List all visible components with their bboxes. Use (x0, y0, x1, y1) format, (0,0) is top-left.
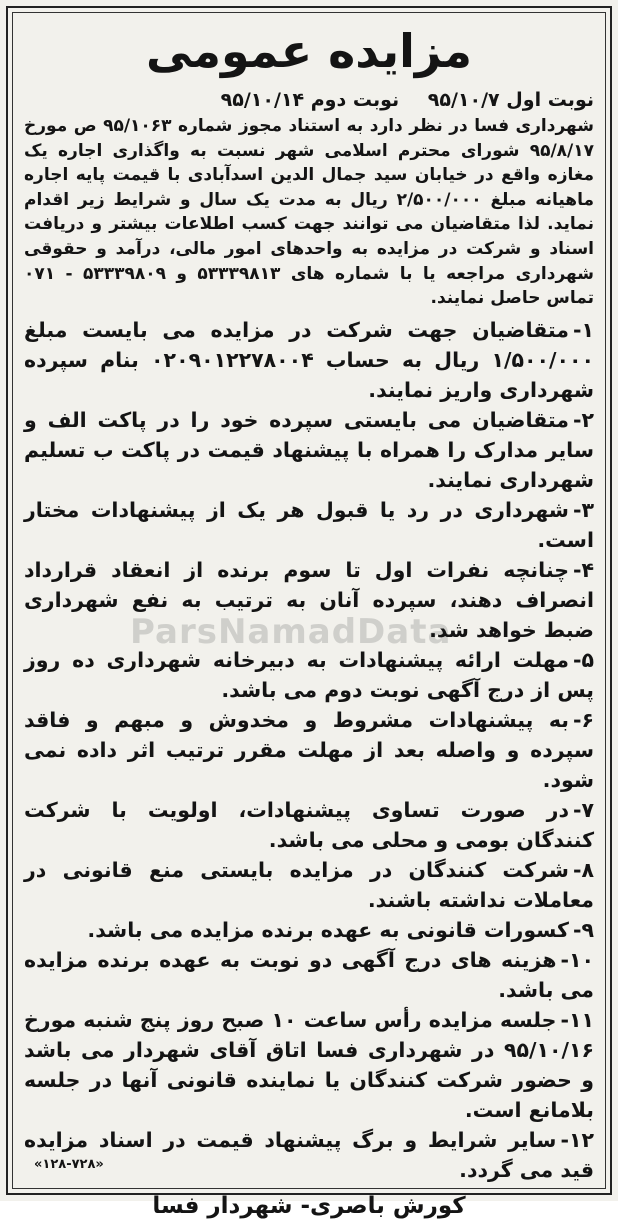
item-number: ۶- (572, 707, 594, 732)
item-text: مهلت ارائه پیشنهادات به دبیرخانه شهرداری ده روز پس از درج آگهی نوبت دوم می باشد. (24, 647, 594, 702)
list-item (24, 495, 594, 555)
page-title: مزایده عمومی (146, 24, 472, 78)
first-round: نوبت اول ۹۵/۱۰/۷ (427, 89, 594, 111)
list-item (24, 1005, 594, 1125)
list-item (24, 405, 594, 495)
watermark: ParsNamadData (130, 612, 452, 652)
item-text: شهرداری در رد یا قبول هر یک از پیشنهادات مختار است. (24, 497, 594, 552)
item-number: ۵- (572, 647, 594, 672)
publication-rounds (24, 88, 594, 112)
list-item (24, 555, 594, 645)
item-number: ۱۱- (560, 1007, 594, 1032)
list-item (24, 645, 594, 705)
list-item (24, 1125, 594, 1185)
item-number: ۱۰- (560, 947, 594, 972)
item-number: ۲- (572, 407, 594, 432)
item-text: متقاضیان جهت شرکت در مزایده می بایست مبلغ ۱/۵۰۰/۰۰۰ ریال به حساب ۰۲۰۹۰۱۲۲۷۸۰۰۴ بنام سپرده شهرداری واریز نمایند. (24, 317, 595, 402)
item-number: ۷- (572, 797, 594, 822)
item-number: ۸- (572, 857, 594, 882)
item-text: در صورت تساوی پیشنهادات، اولویت با شرکت کنندگان بومی و محلی می باشد. (24, 797, 594, 852)
item-text: متقاضیان می بایستی سپرده خود را در پاکت الف و سایر مدارک را همراه با پیشنهاد قیمت در پاکت ب تسلیم شهرداری نمایند. (24, 407, 594, 492)
item-text: جلسه مزایده رأس ساعت ۱۰ صبح روز پنج شنبه مورخ ۹۵/۱۰/۱۶ در شهرداری فسا اتاق آقای شهردار می باشد و حضور شرکت کنندگان یا نماینده قانونی آنها در جلسه بلامانع است. (24, 1007, 594, 1122)
item-number: ۱- (572, 317, 594, 342)
list-item (24, 855, 594, 915)
list-item (24, 915, 594, 945)
signature: کورش باصری- شهردار فسا (152, 1192, 466, 1219)
item-text: به پیشنهادات مشروط و مخدوش و مبهم و فاقد سپرده و واصله بعد از مهلت مقرر ترتیب اثر داده نمی شود. (24, 707, 594, 792)
item-text: کسورات قانونی به عهده برنده مزایده می باشد. (87, 917, 569, 942)
notice-content (24, 20, 594, 1223)
second-round: نوبت دوم ۹۵/۱۰/۱۴ (220, 89, 400, 111)
item-text: چنانچه نفرات اول تا سوم برنده از انعقاد قرارداد انصراف دهند، سپرده آنان به ترتیب به نفع شهرداری ضبط خواهد شد. (24, 557, 594, 642)
item-number: ۱۲- (560, 1127, 594, 1152)
item-number: ۳- (572, 497, 594, 522)
intro-paragraph: شهرداری فسا در نظر دارد به استناد مجوز شماره ۹۵/۱۰۶۳ ص مورخ ۹۵/۸/۱۷ شورای محترم اسلامی شهر نسبت به واگذاری اجاره یک مغازه واقع در خیابان سید جمال الدین اسدآبادی با قیمت پایه اجاره ماهیانه مبلغ ۲/۵۰۰/۰۰۰ ریال به مدت یک سال و شرایط زیر اقدام نماید. لذا متقاضیان می توانند جهت کسب اطلاعات بیشتر و دریافت اسناد و شرکت در مزایده به واحدهای امور مالی، درآمد و حقوقی شهرداری مراجعه یا با شماره های ۵۳۳۳۹۸۱۳ و ۵۳۳۳۹۸۰۹ - ۰۷۱ تماس حاصل نمایند. (24, 116, 594, 309)
item-text: سایر شرایط و برگ پیشنهاد قیمت در اسناد مزایده قید می گردد. (24, 1127, 594, 1182)
item-number: ۴- (572, 557, 594, 582)
list-item (24, 315, 594, 405)
ad-code: «۱۲۸-۷۲۸» (34, 1157, 104, 1172)
conditions-list (24, 315, 594, 1185)
list-item (24, 945, 594, 1005)
item-text: شرکت کنندگان در مزایده بایستی منع قانونی در معاملات نداشته باشند. (24, 857, 594, 912)
item-text: هزینه های درج آگهی دو نوبت به عهده برنده مزایده می باشد. (24, 947, 594, 1002)
item-number: ۹- (572, 917, 594, 942)
list-item (24, 795, 594, 855)
list-item (24, 705, 594, 795)
